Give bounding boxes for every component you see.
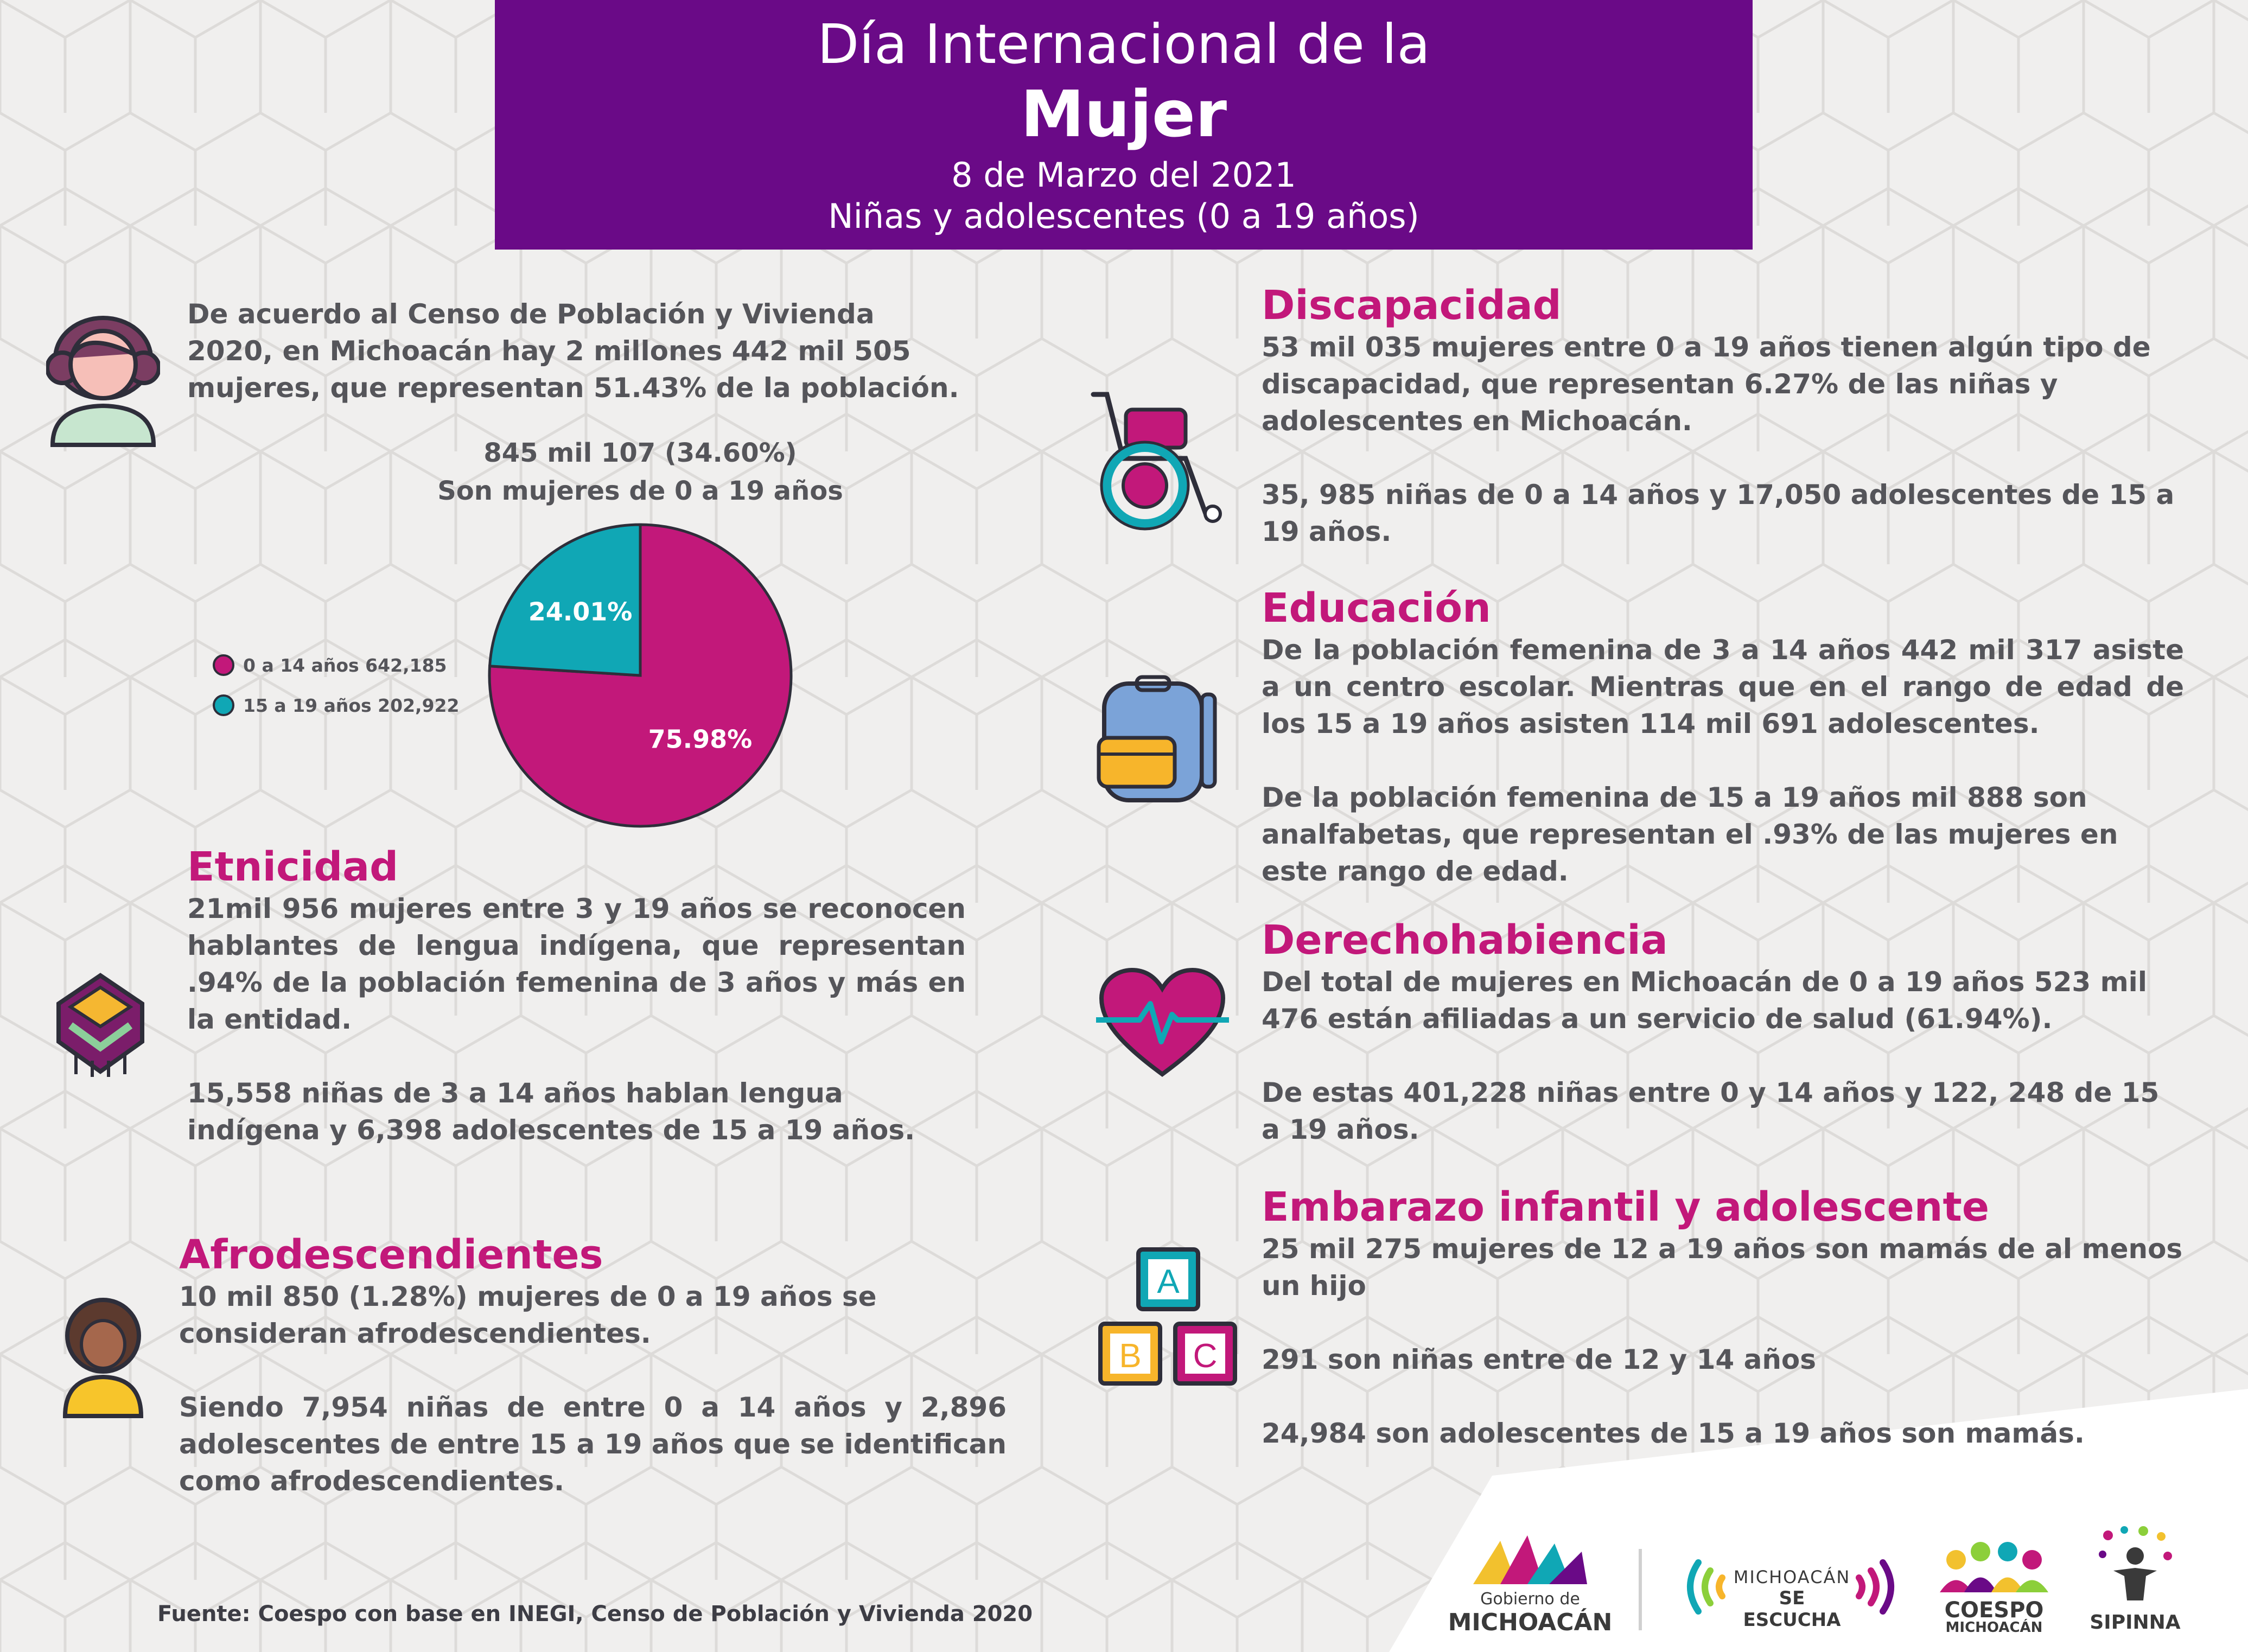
coespo-line1: COESPO	[1944, 1598, 2044, 1623]
discapacidad-p2: 35, 985 niñas de 0 a 14 años y 17,050 adolescentes de 15 a 19 años.	[1262, 479, 2175, 547]
indigenous-textile-icon	[54, 971, 147, 1080]
etnicidad-section	[187, 844, 966, 1149]
pie-title	[412, 434, 868, 510]
embarazo-p1: 25 mil 275 mujeres de 12 a 19 años son mamás de al menos un hijo	[1262, 1233, 2183, 1302]
michoacan-se-escucha-logo	[1677, 1552, 1905, 1631]
wheelchair-icon	[1077, 388, 1229, 532]
educacion-p2: De la población femenina de 15 a 19 años mil 888 son analfabetas, que representan el .93% de las mujeres en este rango de edad.	[1262, 782, 2118, 887]
embarazo-section	[1262, 1184, 2184, 1452]
header-title: Mujer	[1020, 76, 1227, 151]
block-b-letter: B	[1119, 1337, 1142, 1375]
pie-chart	[477, 518, 803, 833]
etnicidad-title: Etnicidad	[187, 844, 399, 890]
embarazo-title: Embarazo infantil y adolescente	[1262, 1184, 1990, 1230]
sipinna-figure-icon	[2092, 1525, 2179, 1606]
sipinna-logo	[2081, 1525, 2189, 1641]
escucha-line1: MICHOACÁN	[1733, 1567, 1851, 1587]
block-c-letter: C	[1193, 1337, 1218, 1375]
header-pre-title: Día Internacional de la	[817, 12, 1430, 76]
coespo-line2: MICHOACÁN	[1945, 1619, 2043, 1636]
embarazo-p2: 291 son niñas entre de 12 y 14 años	[1262, 1344, 1817, 1375]
legend-dot-teal	[213, 694, 234, 716]
pie-slice-15-19-label: 24.01%	[528, 597, 633, 627]
afro-p2: Siendo 7,954 niñas de entre 0 a 14 años y 2,896 adolescentes de entre 15 a 19 años que se identifican como afrodescendientes.	[179, 1392, 1007, 1497]
derecho-p2: De estas 401,228 niñas entre 0 y 14 años y 122, 248 de 15 a 19 años.	[1262, 1077, 2160, 1145]
header-banner	[495, 0, 1753, 250]
educacion-title: Educación	[1262, 585, 1491, 632]
woman-icon	[46, 304, 160, 448]
discapacidad-title: Discapacidad	[1262, 282, 1562, 329]
discapacidad-p1: 53 mil 035 mujeres entre 0 a 19 años tienen algún tipo de discapacidad, que representan 6.27% de las niñas y adolescentes en Michoacán.	[1262, 331, 2151, 437]
afro-p1: 10 mil 850 (1.28%) mujeres de 0 a 19 años se consideran afrodescendientes.	[179, 1281, 877, 1349]
legend-item-15-19	[213, 690, 459, 720]
logo-divider	[1639, 1549, 1642, 1630]
derecho-p1: Del total de mujeres en Michoacán de 0 a 19 años 523 mil 476 están afiliadas a un servicio de salud (61.94%).	[1262, 966, 2147, 1035]
pie-title-line1: 845 mil 107 (34.60%)	[483, 438, 797, 468]
sipinna-text: SIPINNA	[2090, 1611, 2181, 1634]
gobierno-big-text: MICHOACÁN	[1448, 1609, 1613, 1636]
pie-title-line2: Son mujeres de 0 a 19 años	[437, 476, 843, 506]
block-a-letter: A	[1157, 1263, 1180, 1300]
legend-item-0-14	[213, 650, 447, 680]
intro-block	[187, 296, 969, 406]
afro-woman-icon	[60, 1297, 147, 1419]
coespo-logo	[1929, 1538, 2059, 1638]
abc-blocks-icon	[1096, 1245, 1240, 1389]
afro-section	[179, 1232, 1007, 1500]
backpack-icon	[1093, 673, 1221, 806]
intro-text: De acuerdo al Censo de Población y Vivienda 2020, en Michoacán hay 2 millones 442 mil 505 mujeres, que representan 51.43% de la población.	[187, 298, 959, 404]
legend-label-15-19: 15 a 19 años 202,922	[243, 694, 460, 716]
etnicidad-p1: 21mil 956 mujeres entre 3 y 19 años se reconocen hablantes de lengua indígena, que representan .94% de la población femenina de 3 años y más en la entidad.	[187, 893, 966, 1035]
escucha-line2: SE ESCUCHA	[1743, 1587, 1841, 1631]
legend-dot-magenta	[213, 654, 234, 676]
embarazo-p3: 24,984 son adolescentes de 15 a 19 años son mamás.	[1262, 1418, 2085, 1449]
pie-slice-0-14-label: 75.98%	[648, 724, 753, 754]
header-date: 8 de Marzo del 2021	[951, 155, 1296, 195]
gobierno-logo-mark	[1462, 1530, 1593, 1590]
afro-title: Afrodescendientes	[179, 1232, 603, 1278]
heart-pulse-icon	[1096, 966, 1229, 1080]
educacion-section	[1262, 585, 2184, 890]
gobierno-michoacan-logo	[1441, 1530, 1620, 1641]
source-note: Fuente: Coespo con base en INEGI, Censo de Población y Vivienda 2020	[157, 1602, 1033, 1627]
legend-label-0-14: 0 a 14 años 642,185	[243, 654, 447, 676]
etnicidad-p2: 15,558 niñas de 3 a 14 años hablan lengua indígena y 6,398 adolescentes de 15 a 19 años.	[187, 1077, 915, 1146]
gobierno-small-text: Gobierno de	[1480, 1590, 1580, 1609]
educacion-p1: De la población femenina de 3 a 14 años 442 mil 317 asiste a un centro escolar. Mientras que en el rango de edad de los 15 a 19 años asisten 114 mil 691 adolescentes.	[1262, 634, 2184, 739]
header-subtitle: Niñas y adolescentes (0 a 19 años)	[828, 196, 1419, 236]
discapacidad-section	[1262, 282, 2184, 550]
coespo-people-icon	[1934, 1538, 2054, 1595]
derecho-title: Derechohabiencia	[1262, 917, 1668, 964]
derecho-section	[1262, 917, 2184, 1148]
